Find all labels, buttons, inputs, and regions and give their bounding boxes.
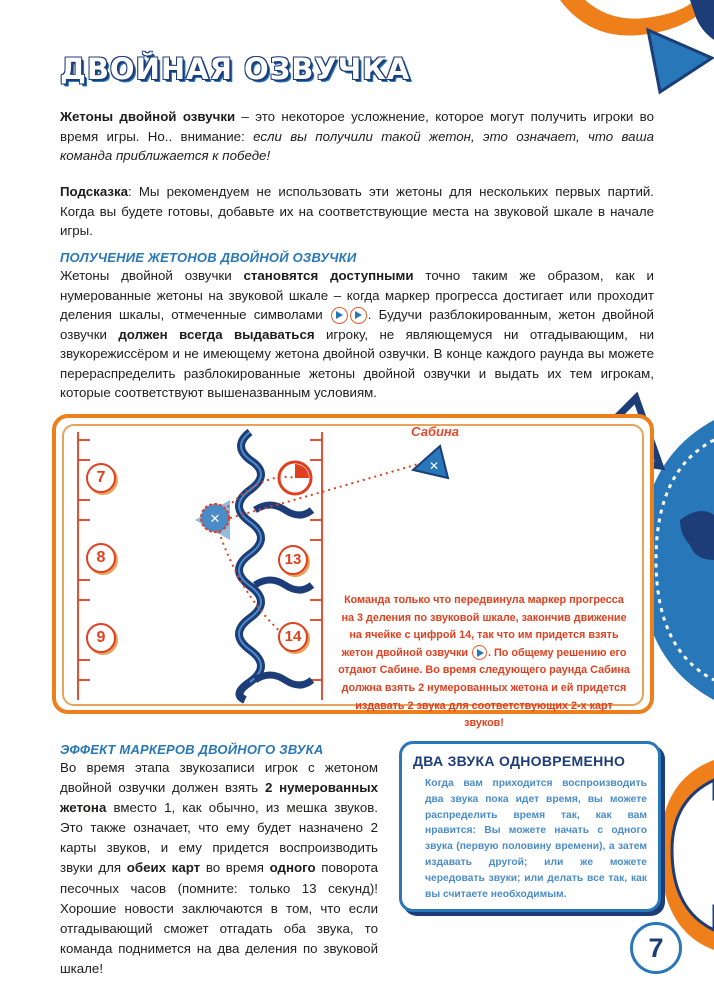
- svg-text:✕: ✕: [209, 512, 221, 527]
- example-caption-b: . По общему решению его отдают Сабине. Во время следующего раунда Сабина должна взять 2 нумерованных жетона и ей придется издавать 2 звука для соответствующих 2-х карт звуков!: [338, 646, 630, 730]
- track-cell-13: [278, 545, 308, 575]
- track-cell-7: [86, 463, 116, 493]
- section2-bold-3: одного: [269, 860, 316, 876]
- track-wave-top: [255, 505, 312, 515]
- track-cell-14: [278, 622, 308, 652]
- section1-title: ПОЛУЧЕНИЕ ЖЕТОНОВ ДВОЙНОЙ ОЗВУЧКИ: [60, 250, 357, 265]
- section2-bold-2: обеих карт: [126, 860, 201, 876]
- hint-bold: Подсказка: [60, 184, 129, 199]
- intro-italic: если вы получили такой жетон, это означает, что ваша команда приближается к победе!: [60, 128, 654, 163]
- example-caption: [337, 592, 631, 733]
- section1-text-4: игроку, не являющемуся ни отгадывающим, ни звукорежиссёром и не имеющему жетона двойной озвучки. В конце каждого раунда вы можете перераспределить разблокированные жетоны двойной озвучки и выдать их тем игрокам, которые соответствуют вышеназванным условиям.: [60, 326, 654, 400]
- track-number-9: 9: [96, 629, 106, 646]
- double-sound-token-icon: [195, 500, 230, 540]
- track-cell-9: [86, 623, 116, 653]
- intro-text: – это некоторое усложнение, которое могут получить игроки во время игры. Но.. внимание:: [60, 109, 654, 144]
- section2-text-1: Во время этапа звукозаписи игрок с жетоном двойной озвучки должен взять: [60, 760, 378, 796]
- winding-track: [239, 432, 261, 700]
- track-number-13: 13: [284, 551, 302, 568]
- section1-text-2: точно таким же образом, как и нумерованные жетоны на звуковой шкале – когда маркер прогресса достигает или проходит деления шкалы, отмеченные символами: [60, 268, 654, 322]
- track-rail-right: [310, 432, 322, 700]
- track-number-8: 8: [96, 549, 106, 566]
- section1-text-3: . Будучи разблокированным, жетон двойной озвучки: [60, 307, 654, 342]
- track-wave-mid: [255, 580, 312, 590]
- track-number-7: 7: [96, 469, 106, 486]
- section2-bold-1: 2 нумерованных жетона: [60, 780, 378, 816]
- track-cell-8: [86, 543, 116, 573]
- example-caption-a: Команда только что передвинула маркер прогресса на 3 деления по звуковой шкале, закончив движение на ячейке с цифрой 14, так что им придется взять жетон двойной озвучки: [341, 594, 627, 659]
- page-title: ДВОЙНАЯ ОЗВУЧКА: [60, 52, 411, 86]
- section2-text-2: вместо 1, как обычно, из мешка звуков. Это также означает, что ему будет назначено 2 карты звуков, и ему придется воспроизводить звуки для: [60, 800, 378, 876]
- sidebar-body: Когда вам приходится воспроизводить два звука пока идет время, вы можете распределить время так, как вам нравится: Вы можете начать с одного звука (первую половину времени), а затем издавать другой; или же можете чередовать звуки; или делать все так, как вы считаете необходимым.: [425, 778, 647, 900]
- track-wave-bottom: [255, 675, 312, 685]
- section1-bold-2: должен всегда выдаваться: [118, 326, 315, 342]
- sabina-token-icon: [413, 446, 448, 478]
- section2-paragraph: [60, 758, 378, 979]
- sidebar-title: ДВА ЗВУКА ОДНОВРЕМЕННО: [413, 753, 626, 769]
- sabina-label: Сабина: [411, 424, 460, 439]
- intro-bold: Жетоны двойной озвучки: [60, 109, 236, 124]
- section1-bold-1: становятся доступными: [243, 268, 414, 283]
- track-number-14: 14: [284, 628, 302, 645]
- section2-text-4: поворота песочных часов (помните: только 13 секунд)! Хорошие новости заключаются в том, что если отгадывающий сможет отгадать оба звука, то команда поднимется на два деления по звуковой шкале!: [60, 860, 379, 976]
- section2-text-3: во время: [200, 860, 270, 876]
- hint-text: : Мы рекомендуем не использовать эти жетоны для нескольких первых партий. Когда вы будете готовы, добавьте их на соответствующие места на звуковой шкале в начале игры.: [60, 184, 654, 238]
- page-number: 7: [630, 922, 682, 974]
- double-sound-icon-caption: [472, 645, 487, 660]
- progress-marker-icon: [279, 462, 311, 494]
- section2-title: ЭФФЕКТ МАРКЕРОВ ДВОЙНОГО ЗВУКА: [60, 742, 324, 757]
- svg-text:✕: ✕: [428, 459, 440, 473]
- section1-text-1: Жетоны двойной озвучки: [60, 268, 244, 283]
